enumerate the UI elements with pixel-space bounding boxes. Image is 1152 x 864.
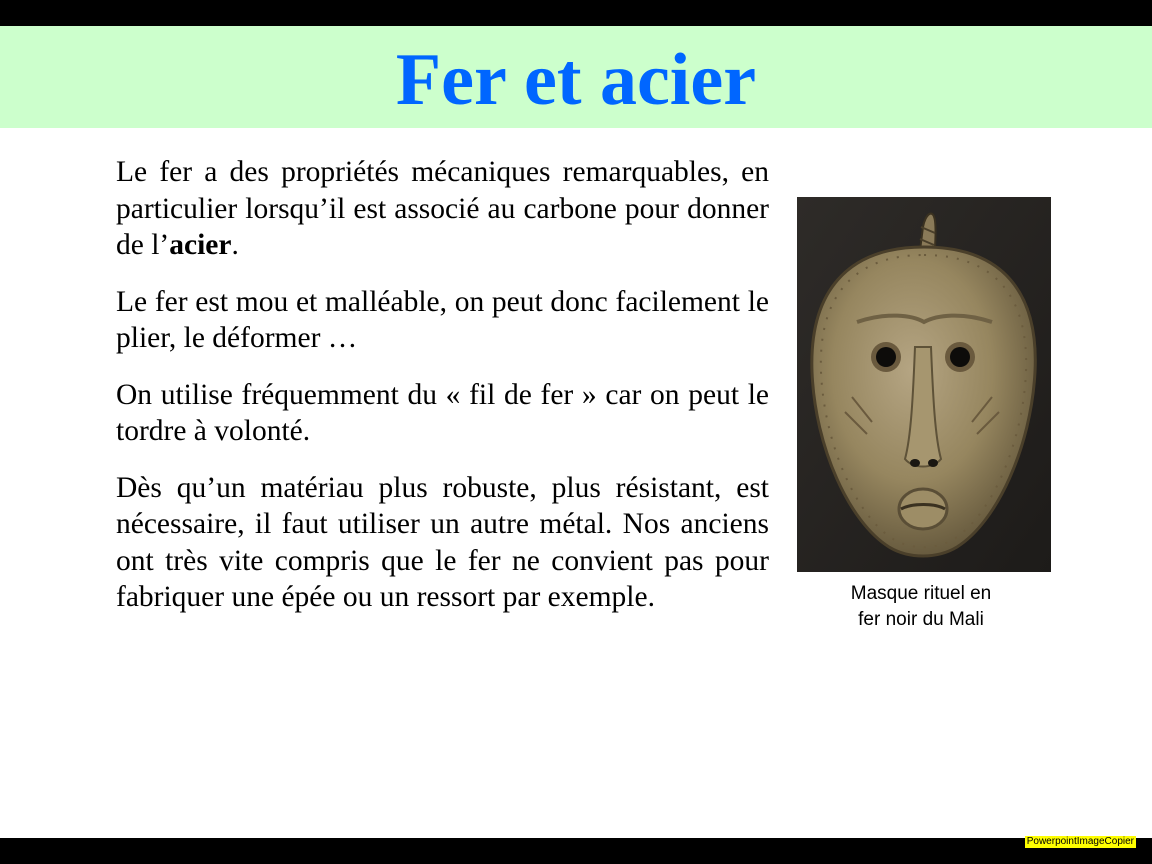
title-band	[0, 26, 1152, 128]
slide	[0, 26, 1152, 838]
watermark-badge: PowerpointImageCopier	[1026, 836, 1134, 847]
mask-photo	[797, 197, 1051, 572]
paragraph-3: On utilise fréquemment du « fil de fer » car on peut le tordre à volonté.	[116, 378, 769, 447]
paragraph-2: Le fer est mou et malléable, on peut donc facilement le plier, le déformer …	[116, 285, 769, 354]
body-text	[116, 154, 769, 616]
paragraph-1-bold-word: acier	[169, 229, 232, 261]
paragraph-1	[116, 154, 769, 264]
paragraph-1-text: Le fer a des propriétés mécaniques remarquables, en particulier lorsqu’il est associé au carbone pour donner de l’	[116, 156, 769, 261]
caption-line-2: fer noir du Mali	[858, 609, 984, 630]
slide-title: Fer et acier	[395, 39, 757, 121]
paragraph-1-end: .	[231, 229, 239, 261]
top-letterbox-bar	[0, 0, 1152, 26]
bottom-letterbox-bar	[0, 838, 1152, 864]
photo-caption	[797, 581, 1045, 633]
paragraph-4: Dès qu’un matériau plus robuste, plus résistant, est nécessaire, il faut utiliser un autre métal. Nos anciens ont très vite compris que le fer ne convient pas pour fabriquer une épée ou un ressort par exemple.	[116, 471, 769, 613]
caption-line-1: Masque rituel en	[850, 583, 992, 604]
